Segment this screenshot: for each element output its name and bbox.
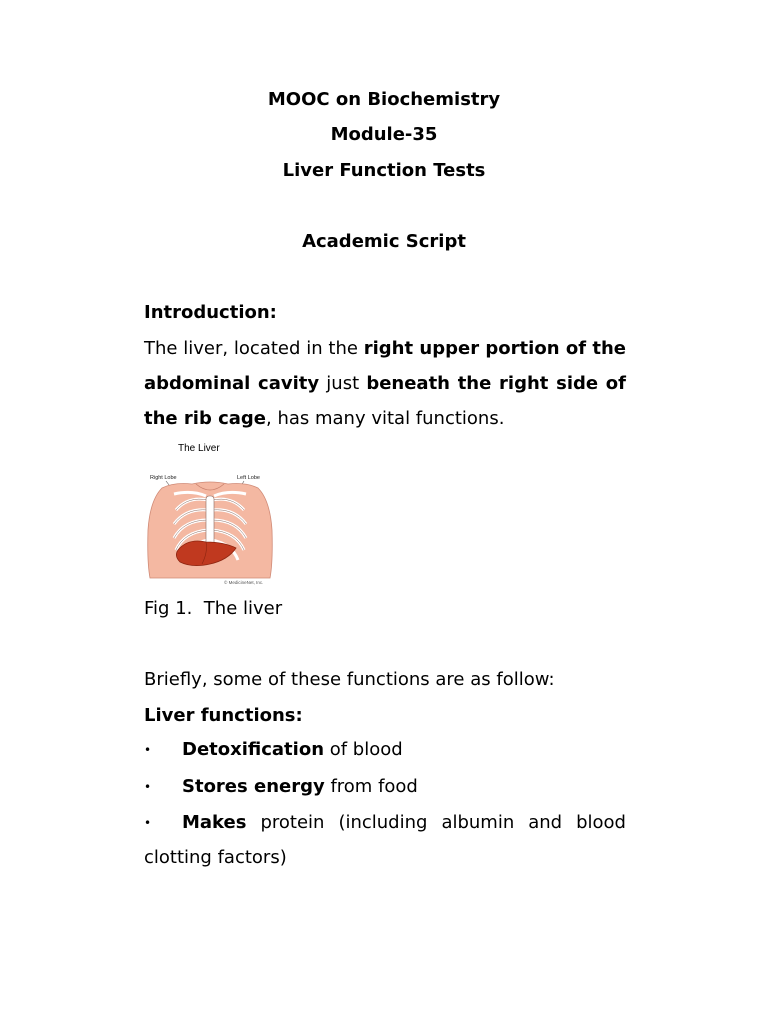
- list-item-continuation: clotting factors): [144, 847, 287, 868]
- image-title: The Liver: [178, 443, 220, 454]
- functions-heading: Liver functions:: [144, 705, 303, 726]
- intro-paragraph: The liver, located in the right upper portion of the abdominal cavity just beneath the right side of the rib cage, has many vital functions.: [144, 338, 626, 429]
- bullet-icon: •: [144, 780, 152, 794]
- functions-lead: Briefly, some of these functions are as follow:: [144, 669, 555, 690]
- liver-illustration: [144, 438, 276, 586]
- bullet-icon: •: [144, 816, 152, 830]
- module-topic: Liver Function Tests: [282, 160, 486, 181]
- intro-heading: Introduction:: [144, 302, 277, 323]
- image-copyright: © MedicineNet, Inc.: [224, 580, 264, 585]
- course-title: MOOC on Biochemistry: [267, 89, 501, 110]
- bullet-icon: •: [144, 743, 152, 757]
- figure-caption: Fig 1. The liver: [144, 598, 283, 619]
- script-label: Academic Script: [302, 231, 466, 252]
- right-lobe-label: Right Lobe: [150, 475, 177, 481]
- document-page: MOOC on Biochemistry Module-35 Liver Function Tests Academic Script Introduction: The liver, located in the right upper portion of the abdominal cavity just beneath the right side of the rib cage, has many vital functions. The Liver Right Lobe Left Lobe © MedicineNet, Inc. Fig 1. The liver Briefly, some of these functions are as follow: Liver functions: • Detoxification of blood • Stores energy from food • Makes protein (including albumin and blood clotting factors): [0, 0, 768, 1024]
- module-number: Module-35: [330, 124, 438, 145]
- torso-liver-image: [144, 438, 276, 586]
- left-lobe-label: Left Lobe: [237, 475, 260, 481]
